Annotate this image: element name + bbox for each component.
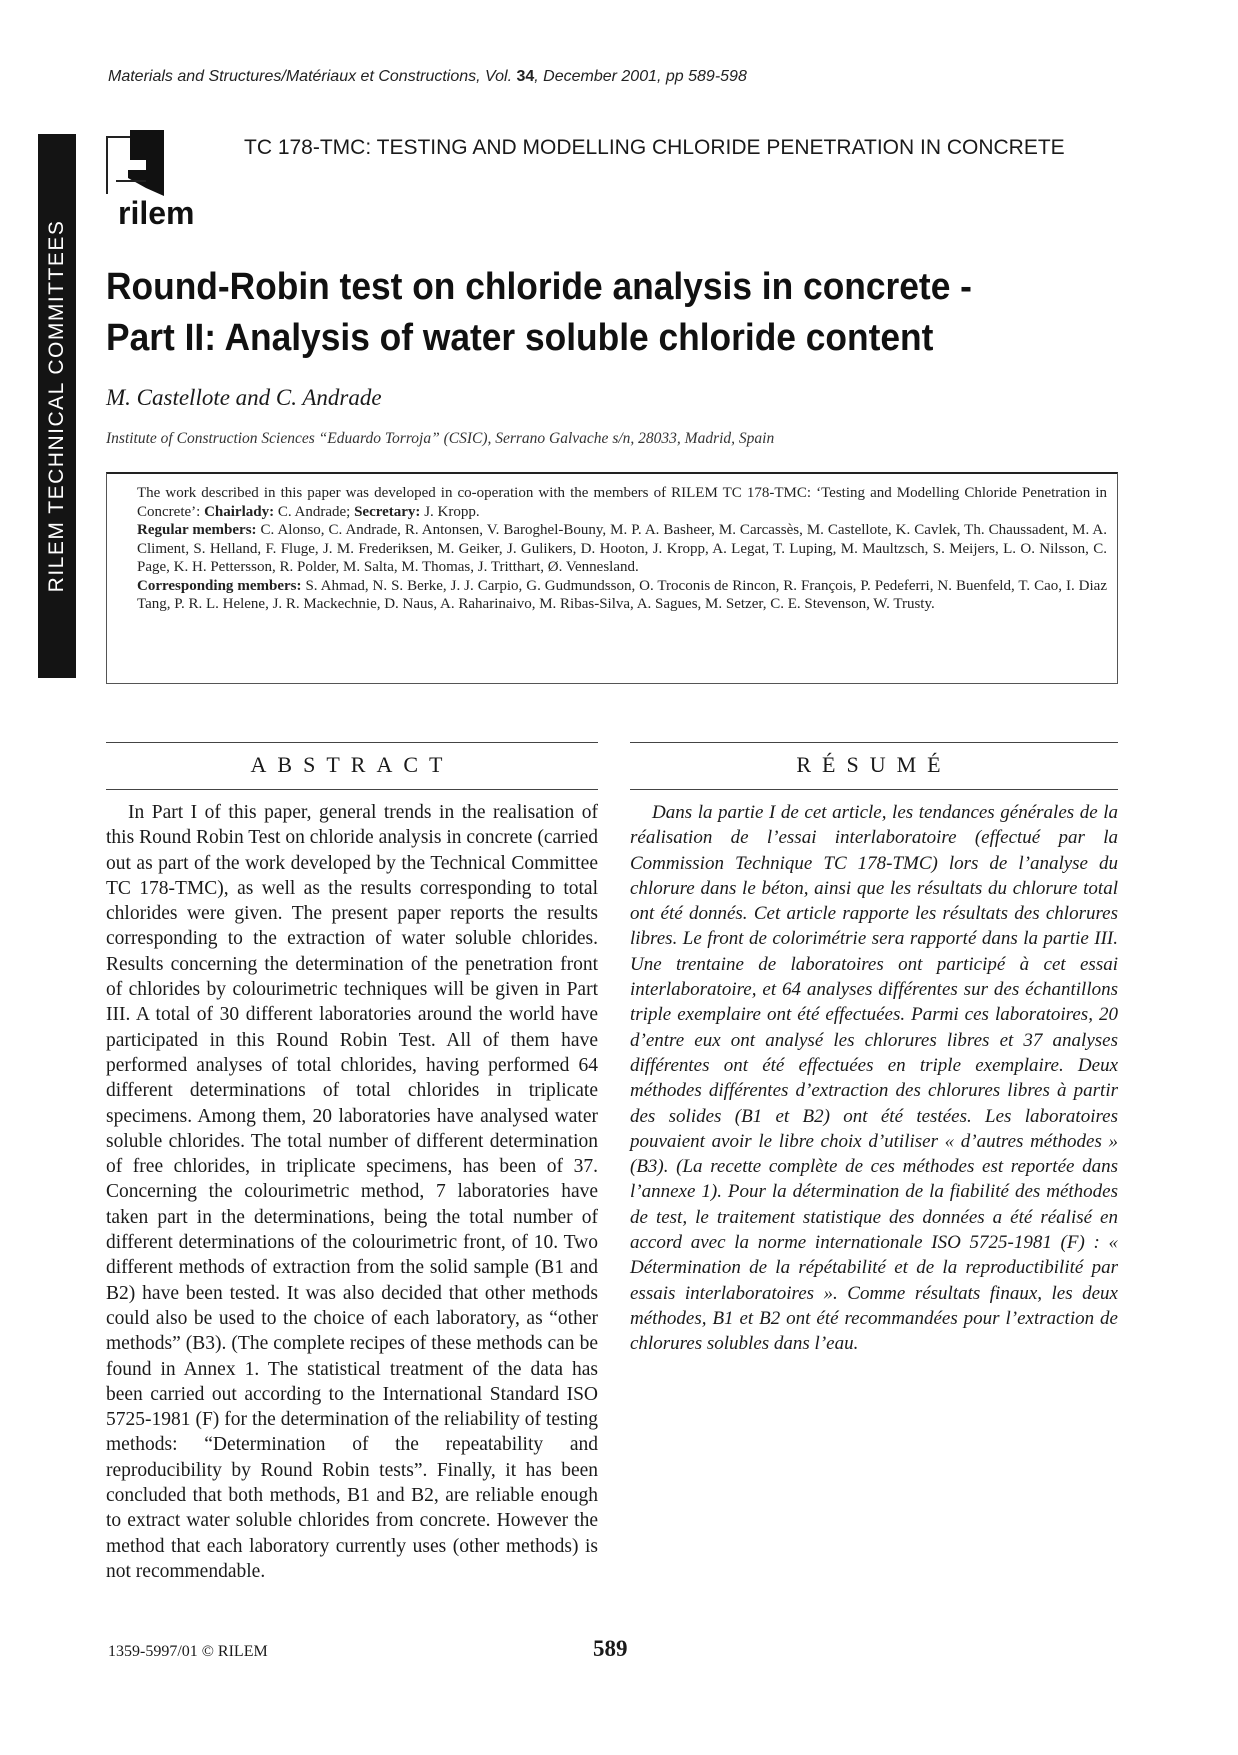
resume-body: Dans la partie I de cet article, les tendances générales de la réalisation de l’essai interlaboratoire (effectué par la Commission Technique TC 178-TMC) lors de l’analyse du chlorure dans le béton, ainsi que les résultats du chlorure total ont été donnés. Cet article rapporte les résultats des chlorures libres. Le front de colorimétrie sera rapporté dans la partie III. Une trentaine de laboratoires ont participé à cet essai interlaboratoire, et 64 analyses différentes sur des échantillons triple exemplaire ont été effectuées. Parmi ces laboratoires, 20 d’entre eux ont analysé les chlorures libres et 37 analyses différentes ont été effectuées en triple exemplaire. Deux méthodes différentes d’extraction des chlorures libres à partir des solides (B1 et B2) ont été testées. Les laboratoires pouvaient avoir le libre choix d’utiliser « d’autres méthodes » (B3). (La recette complète de ces méthodes est reportée dans l’annexe 1). Pour la détermination de la fiabilité des méthodes de test, le traitement statistique des données a été réalisé en accord avec la norme internationale ISO 5725-1981 (F) : « Détermination de la répétabilité et de la reproductibilité par essais interlaboratoires ». Comme résultats finaux, les deux méthodes, B1 et B2 ont été recommandées pour l’extraction de chlorures solubles dans l’eau.	[630, 802, 1118, 1355]
abstract-body: In Part I of this paper, general trends in the realisation of this Round Robin Test on chloride analysis in concrete (carried out as part of the work developed by the Technical Committee TC 178-TMC), as well as the results corresponding to total chlorides were given. The present paper reports the results corresponding to the extraction of water soluble chlorides. Results concerning the determination of the penetration front of chlorides by colourimetric techniques will be given in Part III. A total of 30 different laboratories around the world have participated in this Round Robin Test. All of them have performed analyses of total chlorides, having performed 64 different determinations of total chlorides in triplicate specimens. Among them, 20 laboratories have analysed water soluble chlorides. The total number of different determination of free chlorides, in triplicate specimens, has been of 37. Concerning the colourimetric method, 7 laboratories have taken part in the determinations, being the total number of different determinations of the colourimetric front, of 10. Two different methods of extraction from the solid sample (B1 and B2) have been tested. It was also decided that other methods could also be used to the choice of each laboratory, as “other methods” (B3). (The complete recipes of these methods can be found in Annex 1. The statistical treatment of the data has been carried out according to the International Standard ISO 5725-1981 (F) for the determination of the reliability of testing methods: “Determination of the repeatability and reproducibility by Round Robin tests”. Finally, it has been concluded that both methods, B1 and B2, are reliable enough to extract water soluble chlorides from concrete. However the method that each laboratory currently uses (other methods) is not recommendable.	[106, 802, 598, 1582]
resume-top-rule	[630, 742, 1118, 743]
journal-header	[108, 68, 747, 86]
corresponding-members	[137, 577, 1107, 614]
title-line-2: Part II: Analysis of water soluble chloride content	[106, 317, 934, 359]
regular-members-list: C. Alonso, C. Andrade, R. Antonsen, V. Baroghel-Bouny, M. P. A. Basheer, M. Carcassès, M. Castellote, K. Cavlek, Th. Chaussadent, M. A. Climent, S. Helland, F. Fluge, J. M. Frederiksen, M. Geiker, J. Gulikers, D. Hooton, J. Kropp, A. Legat, T. Luping, M. Maultzsch, S. Meijers, L. O. Nilsson, C. Page, K. H. Pettersson, R. Polder, M. Salta, M. Thomas, J. Tritthart, Ø. Vennesland.	[137, 522, 1107, 575]
corresponding-members-list: S. Ahmad, N. S. Berke, J. J. Carpio, G. Gudmundsson, O. Troconis de Rincon, R. François, P. Pedeferri, N. Buenfeld, T. Cao, I. Diaz Tang, P. R. L. Helene, J. R. Mackechnie, D. Naus, A. Raharinaivo, M. Ribas-Silva, A. Sagues, M. Setzer, C. E. Stevenson, W. Trusty.	[137, 577, 1107, 612]
corresponding-members-label: Corresponding members:	[137, 577, 302, 594]
regular-members	[137, 521, 1107, 577]
committee-name: TC 178-TMC: TESTING AND MODELLING CHLORIDE PENETRATION IN CONCRETE	[244, 136, 1065, 159]
regular-members-label: Regular members:	[137, 522, 257, 538]
rilem-wordmark: rilem	[118, 195, 195, 230]
footer-issn: 1359-5997/01 © RILEM	[108, 1643, 268, 1660]
page-number: 589	[593, 1636, 628, 1661]
journal-header-suffix: , December 2001, pp 589-598	[534, 68, 747, 85]
chair-label: Chairlady:	[204, 503, 275, 520]
article-title	[106, 262, 1073, 364]
affiliation: Institute of Construction Sciences “Eduardo Torroja” (CSIC), Serrano Galvache s/n, 28033, Madrid, Spain	[106, 430, 775, 447]
secretary-name: J. Kropp.	[420, 503, 480, 520]
committee-intro: The work described in this paper was developed in co-operation with the members of RILEM TC 178-TMC: ‘Testing and Modelling Chloride Penetration in Concrete’: Chairlady: C. Andrade; Secretary: J. Kropp.	[137, 485, 1107, 520]
side-band-text: RILEM TECHNICAL COMMITTEES	[45, 219, 68, 593]
title-line-1: Round-Robin test on chloride analysis in concrete -	[106, 266, 972, 308]
secretary-label: Secretary:	[354, 503, 421, 520]
resume-heading: RÉSUMÉ	[796, 752, 952, 777]
committee-members-box	[106, 472, 1118, 684]
chair-name: C. Andrade;	[274, 503, 355, 520]
journal-volume: 34	[516, 68, 535, 85]
abstract-heading: ABSTRACT	[250, 752, 454, 777]
journal-header-prefix: Materials and Structures/Matériaux et Constructions, Vol.	[108, 68, 517, 85]
abstract-bottom-rule	[106, 789, 598, 790]
abstract-top-rule	[106, 742, 598, 743]
rilem-logo	[106, 130, 234, 230]
authors: M. Castellote and C. Andrade	[106, 385, 382, 410]
side-band	[38, 134, 76, 678]
resume-bottom-rule	[630, 789, 1118, 790]
